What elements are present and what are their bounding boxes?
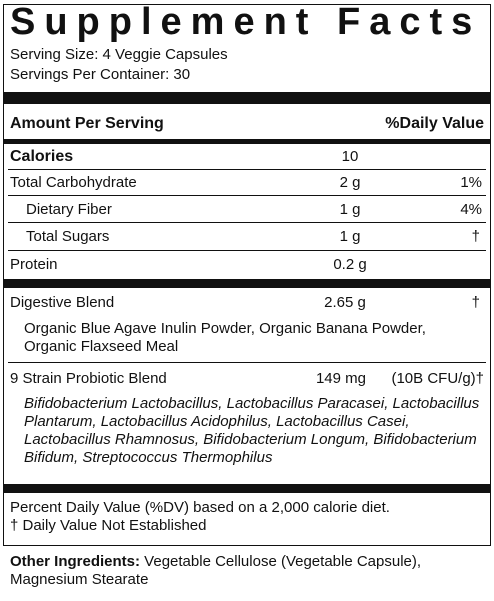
probiotic-blend-label: 9 Strain Probiotic Blend [10,370,167,387]
carbohydrate-amount: 2 g [339,174,361,191]
protein-label: Protein [10,256,58,273]
other-ingredients [10,553,486,589]
sugars-amount: 1 g [339,228,361,245]
probiotic-blend-cfu: (10B CFU/g)† [391,370,484,387]
carbohydrate-dv: 1% [460,174,482,191]
fiber-dv: 4% [460,201,482,218]
probiotic-strains: Bifidobacterium Lactobacillus, Lactobacillus Paracasei, Lactobacillus [24,395,480,412]
row-divider [8,362,486,363]
medium-divider [3,139,491,144]
digestive-blend-ingredients: Organic Blue Agave Inulin Powder, Organic Banana Powder, [24,320,426,337]
other-ingredients-text: Vegetable Cellulose (Vegetable Capsule), [140,553,422,570]
serving-size: Serving Size: 4 Veggie Capsules [10,46,228,63]
probiotic-blend-amount: 149 mg [315,370,367,387]
fiber-amount: 1 g [339,201,361,218]
row-divider [8,250,486,251]
panel-title: Supplement Facts [10,1,482,43]
thick-divider [3,279,491,288]
digestive-blend-ingredients: Organic Flaxseed Meal [24,338,179,355]
row-divider [8,222,486,223]
digestive-blend-amount: 2.65 g [324,294,366,311]
row-divider [8,169,486,170]
probiotic-strains: Plantarum, Lactobacillus Acidophilus, Lactobacillus Casei, [24,413,410,430]
probiotic-strains: Lactobacillus Rhamnosus, Bifidobacterium Longum, Bifidobacterium [24,431,477,448]
percent-dv-footnote: Percent Daily Value (%DV) based on a 2,000 calorie diet. [10,499,390,516]
sugars-label: Total Sugars [26,228,110,245]
dagger-footnote: † Daily Value Not Established [10,517,207,534]
servings-per-container: Servings Per Container: 30 [10,66,191,83]
amount-per-serving-header: Amount Per Serving [10,115,164,132]
other-ingredients-label: Other Ingredients: [10,553,141,570]
protein-amount: 0.2 g [333,256,367,273]
thick-divider [3,92,491,104]
calories-label: Calories [10,148,74,165]
carbohydrate-label: Total Carbohydrate [10,174,137,191]
fiber-label: Dietary Fiber [26,201,112,218]
digestive-blend-label: Digestive Blend [10,294,115,311]
other-ingredients-text: Magnesium Stearate [10,571,149,588]
calories-amount: 10 [341,148,359,165]
sugars-dv: † [471,228,480,245]
daily-value-header: %Daily Value [385,115,484,132]
digestive-blend-dv: † [471,294,480,311]
thick-divider [3,484,491,493]
row-divider [8,195,486,196]
probiotic-strains: Bifidum, Streptococcus Thermophilus [24,449,273,466]
